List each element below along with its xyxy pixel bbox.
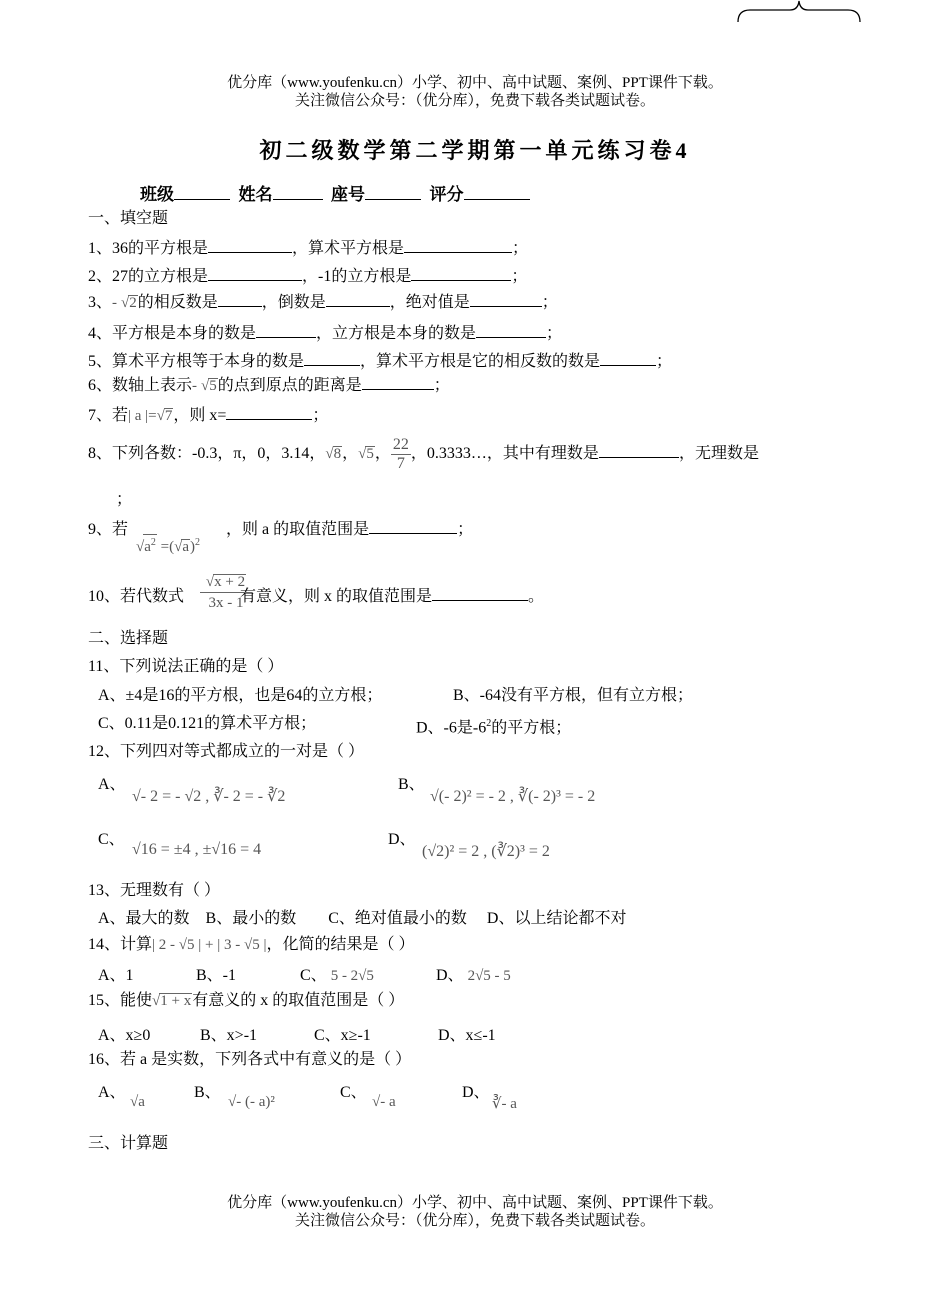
q12-formula-a: √- 2 = - √2 , ∛- 2 = - ∛2 — [132, 788, 286, 805]
q15-option-b[interactable]: B、x>-1 — [200, 1027, 258, 1044]
section-fill: 一、填空题 — [88, 210, 169, 227]
question-7: 7、若| a |=√7，则 x= ； — [88, 403, 328, 427]
seat-label: 座号 — [331, 185, 365, 204]
sqrt-icon: √ — [136, 539, 145, 555]
q15-option-d[interactable]: D、x≤-1 — [438, 1027, 496, 1044]
question-12: 12、下列四对等式都成立的一对是（ ） — [88, 743, 365, 760]
section-choice: 二、选择题 — [88, 630, 169, 647]
sqrt-icon: √ — [156, 408, 165, 424]
question-2: 2、27的立方根是 ，-1的立方根是 ； — [88, 264, 527, 288]
q11-option-b[interactable]: B、-64没有平方根，但有立方根； — [453, 687, 694, 704]
q9-formula: $√a^2 =(√a)^2$ — [136, 534, 200, 556]
sqrt-icon: √ — [205, 574, 215, 590]
sqrt-icon: √ — [201, 378, 210, 394]
answer-blank[interactable] — [476, 321, 546, 338]
answer-blank[interactable] — [404, 236, 512, 253]
question-11: 11、下列说法正确的是（ ） — [88, 658, 284, 675]
footer-line-1: 优分库（www.youfenku.cn）小学、初中、高中试题、案例、PPT课件下载。 — [227, 1195, 723, 1211]
q11-option-d[interactable]: D、-6是$-6^2$的平方根； — [416, 718, 572, 737]
fraction-22-7: $\frac{22}{7}$ — [392, 436, 409, 472]
q12-option-d[interactable]: D、 — [388, 831, 416, 848]
question-14: 14、计算| 2 - √5 | + | 3 - √5 |，化简的结果是（ ） — [88, 936, 415, 953]
name-label: 姓名 — [238, 185, 273, 204]
q14-option-b[interactable]: B、-1 — [196, 967, 237, 984]
answer-blank[interactable] — [208, 264, 302, 281]
question-5: 5、算术平方根等于本身的数是 ，算术平方根是它的相反数的数是 ； — [88, 349, 672, 373]
answer-blank[interactable] — [218, 290, 262, 307]
q11-option-a[interactable]: A、±4是16的平方根，也是64的立方根； — [98, 687, 383, 704]
class-blank[interactable] — [174, 183, 230, 200]
answer-blank[interactable] — [208, 236, 292, 253]
q16-option-b[interactable]: B、 — [194, 1084, 221, 1101]
question-13: 13、无理数有（ ） — [88, 882, 221, 899]
question-9: 9、若 ，则 a 的取值范围是 ； — [88, 517, 473, 541]
q14-option-c[interactable]: C、 5 - 2√5 — [300, 967, 374, 984]
header-line-2: 关注微信公众号：（优分库），免费下载各类试题试卷。 — [294, 93, 655, 109]
question-3: 3、- √2的相反数是 ，倒数是 ，绝对值是 ； — [88, 290, 558, 314]
answer-blank[interactable] — [304, 349, 360, 366]
score-blank[interactable] — [464, 183, 530, 200]
question-6: 6、数轴上表示- √5的点到原点的距离是 ； — [88, 373, 450, 397]
q12-formula-d: (√2)² = 2 , (∛2)³ = 2 — [422, 843, 550, 860]
header-line-1: 优分库（www.youfenku.cn）小学、初中、高中试题、案例、PPT课件下载。 — [227, 75, 723, 91]
question-1: 1、36的平方根是 ，算术平方根是 ； — [88, 236, 528, 260]
q16-formula-a: √a — [130, 1094, 145, 1110]
name-blank[interactable] — [273, 183, 323, 200]
q16-formula-d: ∛- a — [492, 1096, 517, 1112]
answer-blank[interactable] — [411, 264, 511, 281]
q16-option-d[interactable]: D、 — [462, 1084, 490, 1101]
sqrt-icon: √ — [358, 446, 367, 463]
q12-formula-b: √(- 2)² = - 2 , ∛(- 2)³ = - 2 — [430, 788, 596, 805]
q12-option-a[interactable]: A、 — [98, 776, 126, 793]
seat-blank[interactable] — [365, 183, 421, 200]
answer-blank[interactable] — [226, 403, 312, 420]
class-label: 班级 — [140, 185, 174, 204]
q15-option-a[interactable]: A、x≥0 — [98, 1027, 151, 1044]
q14-option-a[interactable]: A、1 — [98, 967, 134, 984]
brace-decoration — [736, 0, 862, 26]
score-label: 评分 — [429, 185, 464, 204]
answer-blank[interactable] — [256, 321, 316, 338]
answer-blank[interactable] — [369, 517, 457, 534]
question-16: 16、若 a 是实数，下列各式中有意义的是（ ） — [88, 1051, 412, 1068]
question-8: 8、下列各数：-0.3，π，0，3.14，√8，√5， $\frac{22}{7}$ ，0.3333…，其中有理数是 ，无理数是 — [88, 436, 759, 472]
answer-blank[interactable] — [326, 290, 390, 307]
sqrt-icon: √ — [325, 446, 334, 463]
question-10: 10、若代数式 有意义，则 x 的取值范围是 。 — [88, 584, 544, 608]
section-calc: 三、计算题 — [88, 1135, 169, 1152]
q16-option-a[interactable]: A、 — [98, 1084, 126, 1101]
sqrt-icon: √ — [152, 993, 161, 1009]
question-15: 15、能使√1 + x有意义的 x 的取值范围是（ ） — [88, 992, 405, 1009]
answer-blank[interactable] — [362, 373, 434, 390]
answer-blank[interactable] — [432, 584, 528, 601]
q15-option-c[interactable]: C、x≥-1 — [314, 1027, 371, 1044]
page-title: 初二级数学第二学期第一单元练习卷4 — [259, 138, 691, 163]
q13-options[interactable]: A、最大的数 B、最小的数 C、绝对值最小的数 D、以上结论都不对 — [98, 910, 627, 927]
sqrt-icon: √ — [174, 539, 183, 555]
answer-blank[interactable] — [599, 441, 679, 458]
footer-line-2: 关注微信公众号：（优分库），免费下载各类试题试卷。 — [294, 1213, 655, 1229]
q10-fraction: √x + 2 3x - 1 — [200, 572, 252, 613]
info-line — [140, 180, 530, 205]
answer-blank[interactable] — [470, 290, 542, 307]
q16-formula-c: √- a — [372, 1094, 396, 1110]
q14-option-d[interactable]: D、 2√5 - 5 — [436, 967, 511, 984]
q16-option-c[interactable]: C、 — [340, 1084, 367, 1101]
q12-option-c[interactable]: C、 — [98, 831, 125, 848]
question-4: 4、平方根是本身的数是 ，立方根是本身的数是 ； — [88, 321, 562, 345]
q12-formula-c: √16 = ±4 , ±√16 = 4 — [132, 841, 262, 858]
answer-blank[interactable] — [600, 349, 656, 366]
q16-formula-b: √- (- a)² — [228, 1094, 275, 1110]
sqrt-icon: √ — [121, 295, 130, 311]
q12-option-b[interactable]: B、 — [398, 776, 425, 793]
q11-option-c[interactable]: C、0.11是0.121的算术平方根； — [98, 715, 317, 732]
question-8-end: ； — [116, 491, 133, 508]
